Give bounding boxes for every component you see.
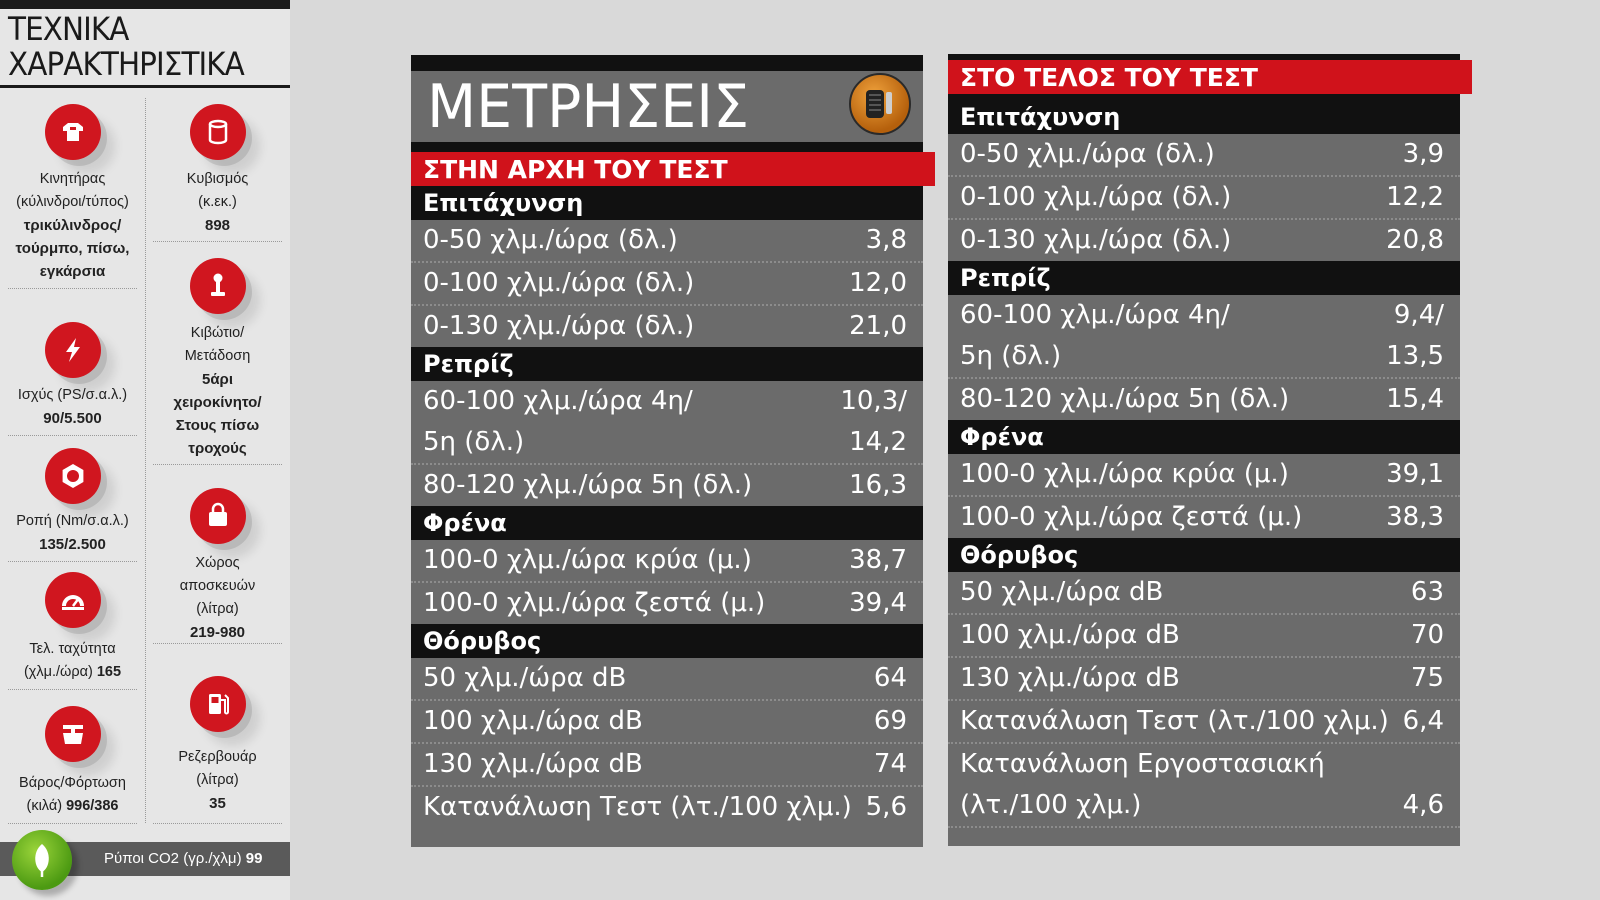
table-row: 60-100 χλμ./ώρα 4η/ 10,3/ — [423, 386, 907, 416]
table-row: 0-50 χλμ./ώρα (δλ.) 3,8 — [411, 220, 923, 263]
section-noise: Θόρυβος — [411, 624, 923, 658]
top-bar — [0, 0, 290, 9]
tire-gauge-icon — [849, 73, 911, 135]
table-row: 130 χλμ./ώρα dB 74 — [411, 744, 923, 787]
title-rule — [0, 85, 290, 88]
spec-tank: Ρεζερβουάρ (λίτρα) 35 — [145, 676, 290, 824]
table-row: (λτ./100 χλμ.) 4,6 — [948, 785, 1460, 828]
fuel-pump-icon — [190, 676, 246, 732]
table-row: Κατανάλωση Τεστ (λτ./100 χλμ.) 5,6 — [423, 792, 907, 822]
start-of-test-panel — [411, 55, 923, 847]
scale-icon — [45, 706, 101, 762]
table-row: 50 χλμ./ώρα dB 63 — [948, 572, 1460, 615]
section-brakes: Φρένα — [411, 506, 923, 540]
co2-bar — [0, 842, 290, 876]
start-subtitle: ΣΤΗΝ ΑΡΧΗ ΤΟΥ ΤΕΣΤ — [411, 152, 935, 186]
table-row: 80-120 χλμ./ώρα 5η (δλ.) 15,4 — [960, 384, 1444, 414]
spec-gearbox: Κιβώτιο/ Μετάδοση 5άρι χειροκίνητο/ Στους πίσω τροχούς — [145, 258, 290, 465]
table-row: 0-50 χλμ./ώρα (δλ.) 3,9 — [948, 134, 1460, 177]
technical-specs-panel — [0, 0, 290, 900]
table-row: 100 χλμ./ώρα dB 69 — [411, 701, 923, 744]
spec-engine: Κινητήρας (κύλινδροι/τύπος) τρικύλινδρος/ τούρμπο, πίσω, εγκάρσια — [0, 104, 145, 289]
speedometer-icon — [45, 572, 101, 628]
table-row: 80-120 χλμ./ώρα 5η (δλ.) 16,3 — [423, 470, 907, 500]
table-row: 100-0 χλμ./ώρα κρύα (μ.) 39,1 — [948, 454, 1460, 497]
table-row: 0-130 χλμ./ώρα (δλ.) 20,8 — [960, 225, 1444, 255]
end-measurements — [948, 100, 1460, 828]
section-overtaking: Ρεπρίζ — [948, 261, 1460, 295]
table-row: 5η (δλ.) 13,5 — [948, 336, 1460, 379]
section-acceleration: Επιτάχυνση — [948, 100, 1460, 134]
section-acceleration: Επιτάχυνση — [411, 186, 923, 220]
table-row: 0-100 χλμ./ώρα (δλ.) 12,2 — [948, 177, 1460, 220]
spec-displacement: Κυβισμός (κ.εκ.) 898 — [145, 104, 290, 242]
table-row: 50 χλμ./ώρα dB 64 — [411, 658, 923, 701]
table-row: 60-100 χλμ./ώρα 4η/ 9,4/ — [960, 300, 1444, 330]
spec-luggage: Χώρος αποσκευών (λίτρα) 219-980 — [145, 488, 290, 644]
section-noise: Θόρυβος — [948, 538, 1460, 572]
engine-icon — [45, 104, 101, 160]
page-title: ΜΕΤΡΗΣΕΙΣ — [427, 72, 750, 142]
cylinder-icon — [190, 104, 246, 160]
table-row: Κατανάλωση Εργοστασιακή — [960, 749, 1325, 779]
table-row: 0-130 χλμ./ώρα (δλ.) 21,0 — [423, 311, 907, 341]
table-row: 0-100 χλμ./ώρα (δλ.) 12,0 — [411, 263, 923, 306]
table-row: 100-0 χλμ./ώρα ζεστά (μ.) 38,3 — [960, 502, 1444, 532]
spec-weight: Βάρος/Φόρτωση (κιλά) 996/386 — [0, 706, 145, 824]
table-row: 100-0 χλμ./ώρα κρύα (μ.) 38,7 — [411, 540, 923, 583]
bag-icon — [190, 488, 246, 544]
table-row: 5η (δλ.) 14,2 — [411, 422, 923, 465]
end-of-test-panel — [948, 54, 1460, 846]
measurements-header — [411, 55, 923, 142]
spec-power: Ισχύς (PS/σ.α.λ.) 90/5.500 — [0, 322, 145, 436]
leaf-icon — [12, 830, 72, 890]
table-row: Κατανάλωση Τεστ (λτ./100 χλμ.) 6,4 — [948, 701, 1460, 744]
end-subtitle: ΣΤΟ ΤΕΛΟΣ ΤΟΥ ΤΕΣΤ — [948, 60, 1472, 94]
lightning-icon — [45, 322, 101, 378]
section-brakes: Φρένα — [948, 420, 1460, 454]
start-measurements — [411, 186, 923, 828]
table-row: 100-0 χλμ./ώρα ζεστά (μ.) 39,4 — [423, 588, 907, 618]
nut-icon — [45, 448, 101, 504]
specs-title: ΤΕΧΝΙΚΑ ΧΑΡΑΚΤΗΡΙΣΤΙΚΑ — [8, 10, 244, 83]
section-overtaking: Ρεπρίζ — [411, 347, 923, 381]
table-row: 100 χλμ./ώρα dB 70 — [948, 615, 1460, 658]
spec-torque: Ροπή (Nm/σ.α.λ.) 135/2.500 — [0, 448, 145, 562]
gear-stick-icon — [190, 258, 246, 314]
spec-top-speed: Τελ. ταχύτητα (χλμ./ώρα) 165 — [0, 572, 145, 690]
co2-text: Ρύποι CO2 (γρ./χλμ) 99 — [104, 850, 263, 867]
table-row: 130 χλμ./ώρα dB 75 — [948, 658, 1460, 701]
